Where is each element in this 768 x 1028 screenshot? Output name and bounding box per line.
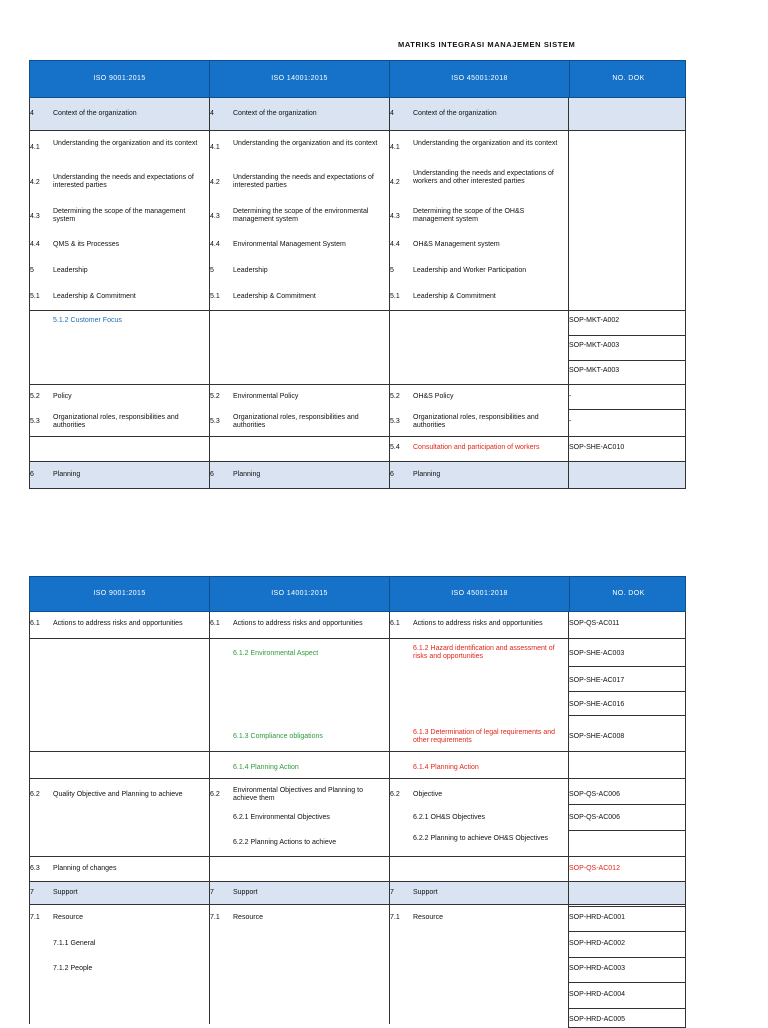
clause-number: 5.3 xyxy=(30,418,40,425)
clause-number: 7.1 xyxy=(210,914,220,921)
doc-number: SOP-HRD-AC001 xyxy=(569,914,626,921)
compliance-obligations-text: 6.1.3 Compliance obligations xyxy=(233,733,323,740)
matrix-table-1 xyxy=(29,60,686,490)
clause-number: 4.1 xyxy=(390,144,400,151)
clause-number: 6 xyxy=(30,471,34,478)
clause-text: Leadership & Commitment xyxy=(233,293,316,300)
doc-number: SOP-SHE-AC003 xyxy=(569,650,625,657)
clause-number: 7.1 xyxy=(30,914,40,921)
header-iso14001: ISO 14001:2015 xyxy=(210,577,390,611)
clause-text: Environmental Management System xyxy=(233,241,346,248)
matrix-table-2 xyxy=(29,576,686,1024)
clause-number: 4 xyxy=(390,110,394,117)
clause-number: 5 xyxy=(390,267,394,274)
clause-text: QMS & its Processes xyxy=(53,241,120,248)
clause-text: Understanding the needs and expectations of interested parties xyxy=(233,174,374,189)
table-row xyxy=(29,206,686,238)
clause-number: 6 xyxy=(210,471,214,478)
env-planning-text: 6.2.2 Planning Actions to achieve xyxy=(233,839,337,846)
table-row xyxy=(29,98,686,130)
clause-number: 6.1 xyxy=(30,620,40,627)
table-row xyxy=(29,413,686,433)
clause-number: 6.3 xyxy=(30,865,40,872)
clause-number: 5.4 xyxy=(390,444,400,451)
clause-text: Planning xyxy=(233,471,261,478)
clause-text: OH&S Management system xyxy=(413,241,500,248)
clause-number: 5.3 xyxy=(390,418,400,425)
hazard-identification-text: 6.1.2 Hazard identification and assessment of risks and opportunities xyxy=(413,645,555,660)
clause-text: Organizational roles, responsibilities and authorities xyxy=(53,414,179,429)
document-title: MATRIKS INTEGRASI MANAJEMEN SISTEM xyxy=(398,40,576,49)
clause-text: Planning of changes xyxy=(53,865,117,872)
clause-text: Leadership & Commitment xyxy=(413,293,496,300)
clause-text: Support xyxy=(413,889,438,896)
clause-text: Leadership & Commitment xyxy=(53,293,136,300)
clause-number: 4.4 xyxy=(30,241,40,248)
clause-number: 4.2 xyxy=(210,179,220,186)
clause-number: 6.1 xyxy=(210,620,220,627)
legal-requirements-text: 6.1.3 Determination of legal requirements and other requirements xyxy=(413,729,556,744)
table-row xyxy=(29,786,686,806)
clause-text: Organizational roles, responsibilities and authorities xyxy=(233,414,359,429)
clause-number: 5 xyxy=(30,267,34,274)
doc-number: SOP-QS-AC012 xyxy=(569,865,620,872)
doc-number: SOP-MKT-A003 xyxy=(569,367,620,374)
doc-number: SOP-QS-AC011 xyxy=(569,620,620,627)
table-row xyxy=(29,462,686,488)
clause-text: Determining the scope of the OH&S management system xyxy=(413,208,525,223)
clause-number: 4.3 xyxy=(390,213,400,220)
clause-text: Actions to address risks and opportunities xyxy=(233,620,363,627)
clause-number: 5.1 xyxy=(210,293,220,300)
clause-number: 5.3 xyxy=(210,418,220,425)
doc-number: SOP-HRD-AC004 xyxy=(569,991,626,998)
clause-number: 6 xyxy=(390,471,394,478)
doc-number: - xyxy=(569,393,572,400)
header-iso9001: ISO 9001:2015 xyxy=(30,61,210,97)
clause-text: Understanding the needs and expectations of workers and other interested parties xyxy=(413,170,554,185)
environmental-aspect-text: 6.1.2 Environmental Aspect xyxy=(233,650,319,657)
doc-number: SOP-QS-AC006 xyxy=(569,814,620,821)
ohs-objectives-text: 6.2.1 OH&S Objectives xyxy=(413,814,485,821)
planning-action-env-text: 6.1.4 Planning Action xyxy=(233,764,299,771)
clause-text: Resource xyxy=(413,914,443,921)
clause-number: 4.4 xyxy=(390,241,400,248)
clause-number: 4.3 xyxy=(30,213,40,220)
clause-text: Context of the organization xyxy=(53,110,137,117)
header-no-dok: NO. DOK xyxy=(612,590,645,597)
clause-number: 7 xyxy=(210,889,214,896)
clause-number: 6.2 xyxy=(390,791,400,798)
clause-text: Planning xyxy=(53,471,81,478)
clause-text: Objective xyxy=(413,791,443,798)
table-row xyxy=(29,392,686,408)
clause-text: Understanding the organization and its context xyxy=(53,140,198,147)
clause-text: Resource xyxy=(233,914,263,921)
doc-number: SOP-MKT-A003 xyxy=(569,342,620,349)
clause-number: 4.1 xyxy=(210,144,220,151)
clause-number: 5 xyxy=(210,267,214,274)
clause-number: 4.2 xyxy=(390,179,400,186)
clause-number: 7 xyxy=(390,889,394,896)
clause-text: Resource xyxy=(53,914,83,921)
clause-number: 4.1 xyxy=(30,144,40,151)
clause-number: 5.2 xyxy=(210,393,220,400)
doc-number: - xyxy=(569,418,572,425)
clause-text: Understanding the organization and its context xyxy=(233,140,378,147)
clause-number: 4 xyxy=(30,110,34,117)
clause-text: Leadership xyxy=(53,267,88,274)
doc-number: SOP-HRD-AC003 xyxy=(569,965,626,972)
clause-text: Actions to address risks and opportunities xyxy=(53,620,183,627)
clause-text: Context of the organization xyxy=(233,110,317,117)
clause-text: Support xyxy=(233,889,258,896)
doc-number: SOP-SHE-AC016 xyxy=(569,701,625,708)
clause-text: Leadership xyxy=(233,267,268,274)
clause-number: 6.1 xyxy=(390,620,400,627)
table-row xyxy=(29,172,686,204)
clause-number: 7.1 xyxy=(390,914,400,921)
env-objectives-text: 6.2.1 Environmental Objectives xyxy=(233,814,330,821)
table-header xyxy=(29,576,686,612)
table-row xyxy=(29,266,686,286)
clause-text: Planning xyxy=(413,471,441,478)
doc-number: SOP-SHE-AC017 xyxy=(569,677,625,684)
header-no-dok: NO. DOK xyxy=(612,75,645,82)
table-row xyxy=(29,882,686,904)
clause-text: Determining the scope of the environmental management system xyxy=(233,208,369,223)
table-row xyxy=(29,138,686,168)
consultation-text: Consultation and participation of workers xyxy=(413,444,540,451)
clause-text: Quality Objective and Planning to achieve xyxy=(53,791,183,798)
clause-text: Environmental Objectives and Planning to achieve them xyxy=(233,787,363,802)
clause-number: 4 xyxy=(210,110,214,117)
doc-number: SOP-MKT-A002 xyxy=(569,317,620,324)
planning-action-ohs-text: 6.1.4 Planning Action xyxy=(413,764,479,771)
table-row xyxy=(29,618,686,634)
clause-number: 6.2 xyxy=(30,791,40,798)
clause-number: 5.1 xyxy=(30,293,40,300)
clause-text: OH&S Policy xyxy=(413,393,454,400)
clause-number: 5.2 xyxy=(390,393,400,400)
doc-number: SOP-HRD-AC002 xyxy=(569,940,626,947)
clause-text: Policy xyxy=(53,393,72,400)
table-header xyxy=(29,60,686,98)
header-iso9001: ISO 9001:2015 xyxy=(30,577,210,611)
doc-number: SOP-HRD-AC005 xyxy=(569,1016,626,1023)
clause-number: 6.2 xyxy=(210,791,220,798)
table-row xyxy=(29,240,686,260)
clause-text: Understanding the needs and expectations of interested parties xyxy=(53,174,194,189)
table-row xyxy=(29,292,686,312)
clause-text: Context of the organization xyxy=(413,110,497,117)
header-iso45001: ISO 45001:2018 xyxy=(390,577,570,611)
clause-text: Understanding the organization and its context xyxy=(413,140,558,147)
clause-number: 4.3 xyxy=(210,213,220,220)
clause-text: Leadership and Worker Participation xyxy=(413,267,527,274)
clause-text: Organizational roles, responsibilities and authorities xyxy=(413,414,539,429)
clause-text: Environmental Policy xyxy=(233,393,299,400)
people-text: 7.1.2 People xyxy=(53,965,93,972)
ohs-planning-text: 6.2.2 Planning to achieve OH&S Objectives xyxy=(413,835,549,842)
customer-focus-text: 5.1.2 Customer Focus xyxy=(53,317,122,324)
clause-text: Determining the scope of the management system xyxy=(53,208,186,223)
clause-number: 4.4 xyxy=(210,241,220,248)
doc-number: SOP-SHE-AC008 xyxy=(569,733,625,740)
clause-number: 5.1 xyxy=(390,293,400,300)
clause-number: 5.2 xyxy=(30,393,40,400)
doc-number: SOP-SHE-AC010 xyxy=(569,444,625,451)
clause-text: Support xyxy=(53,889,78,896)
header-iso14001: ISO 14001:2015 xyxy=(210,61,390,97)
general-text: 7.1.1 General xyxy=(53,940,96,947)
clause-number: 4.2 xyxy=(30,179,40,186)
doc-number: SOP-QS-AC006 xyxy=(569,791,620,798)
header-iso45001: ISO 45001:2018 xyxy=(390,61,570,97)
clause-text: Actions to address risks and opportunities xyxy=(413,620,543,627)
clause-number: 7 xyxy=(30,889,34,896)
